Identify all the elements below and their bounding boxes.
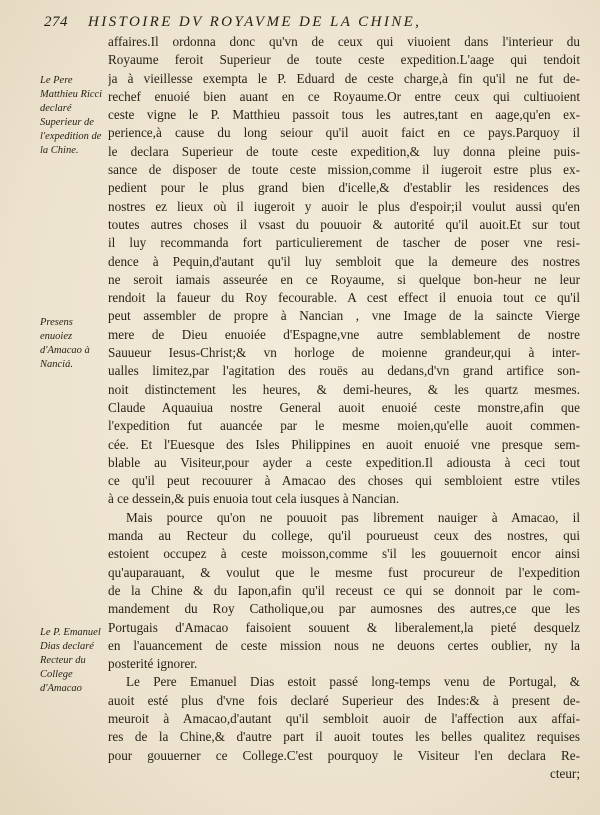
text-line: il luy recommanda fort particulierement de tascher de poser vne resi- [108, 235, 580, 251]
text-line: rechef enuoié bien auant en ce Royaume.Or entre ceux qui cultiuoient [108, 88, 580, 104]
text-line: pedient pour le plus grand bien d'icelle,& d'establir les residences des [108, 180, 580, 196]
text-line: Mais pource qu'on ne pouuoit pas librement nauiger à Amacao, il [126, 509, 580, 525]
text-line: rendoit la faueur du Roy fecourable. A cest effect il enuoia tout ce qu'il [108, 290, 580, 306]
text-line: peut assembler de propre à Nancian , vne Image de la saincte Vierge [108, 308, 580, 324]
body-text [108, 33, 580, 783]
text-line: Sauueur Iesus-Christ;& vn horloge de moienne grandeur,qui à inter- [108, 345, 580, 361]
running-head: HISTOIRE DV ROYAVME DE LA CHINE, [88, 14, 422, 30]
text-line: cée. Et l'Euesque des Isles Philippines en auoit enuoié vne presque sem- [108, 436, 580, 452]
text-line: de la Chine & du Iapon,afin qu'il receust ce qui se donnoit par le com- [108, 582, 580, 598]
text-line: blable au Visiteur,pour ayder a ceste expedition.Il adiousta à ceci tout [108, 454, 580, 470]
text-line: perience,à cause du long seiour qu'il auoit faict en ce pays.Parquoy il [108, 125, 580, 141]
text-line: nostres ez lieux où il iugeroit y auoir le plus d'espoir;il voulut aussi qu'en [108, 198, 580, 214]
page-number: 274 [44, 14, 68, 30]
text-line: le declara Superieur de toute ceste expedition,& luy donna pleine puis- [108, 143, 580, 159]
text-line: à ce dessein,& puis enuoia tout cela iusques à Nancian. [108, 491, 400, 507]
text-line: ualles limitez,par l'agitation des rouës au dedans,d'vn grand artifice son- [108, 363, 580, 379]
text-line: ne seroit iamais asseurée en ce Royaume, si quelque bon-heur ne leur [108, 271, 580, 287]
text-line: estoient occupez à ceste moisson,comme s'il les gouuernoit encor ainsi [108, 546, 580, 562]
text-line: cteur; [549, 765, 580, 781]
text-line: auoit esté plus d'vne fois declaré Superieur des Indes:& à present de- [108, 692, 580, 708]
text-line: dence à Pequin,d'autant qu'il luy sembloit que la demeure des nostres [108, 253, 580, 269]
text-line: mandement du Roy Catholique,ou par aumosnes des autres,ce que les [108, 601, 580, 617]
text-line: l'expedition fut auancée par le mesme moien,qu'elle auoit commen- [108, 418, 580, 434]
text-line: affaires.Il ordonna donc qu'vn de ceux qui viuoient dans l'interieur du [108, 34, 580, 49]
text-line: pour gouuerner ce College.C'est pourquoy le Visiteur l'en declara Re- [108, 747, 580, 763]
text-line: Claude Aquauiua nostre General auoit enuoié ceste monstre,afin que [108, 399, 580, 415]
text-line: sance de disposer de toute ceste mission,comme il iugeroit estre plus ex- [108, 162, 580, 178]
text-line: qu'auparauant, & voulut que le mesme fust procureur de l'expedition [108, 564, 580, 580]
margin-note-dias: Le P. Emanuel Dias declaré Recteur du College d'Amacao [40, 627, 101, 694]
text-line: Le Pere Emanuel Dias estoit passé long-temps venu de Portugal, & [126, 674, 580, 690]
text-line: Royaume feroit Superieur de toute ceste expedition.L'aage qui tendoit [108, 52, 580, 68]
text-line: mere de Dieu enuoiée d'Espagne,vne autre semblablement de nostre [108, 326, 580, 342]
text-line: meuroit à Amacao,d'autant qu'il sembloit auoir de l'affection aux affai- [108, 710, 580, 726]
text-line: toutes autres choses il vsast du pouuoir & autorité qu'il auoit.Et sur tout [108, 216, 580, 232]
text-line: Portugais d'Amacao faisoient souuent & liberalement,la pieté desquelz [108, 619, 580, 635]
text-line: res de la Chine,& d'autre part il auoit toutes les belles qualitez requises [108, 729, 580, 745]
text-line: en l'auancement de ceste mission nous ne deuons certes oublier, ny la [108, 637, 580, 653]
text-line: ce qu'il peut recouurer à Amacao des choses qui sembloient estre vtiles [108, 473, 580, 489]
margin-note-presens: Presens enuoiez d'Amacao à Nanciá. [40, 317, 90, 370]
margin-note-ricci: Le Pere Matthieu Ricci declaré Superieur de l'expedition de la Chine. [40, 75, 103, 156]
text-line: ja à vieillesse exempta le P. Eduard de ceste charge,à fin qu'il ne fut de- [108, 70, 580, 86]
text-line: noit distinctement les heures, & demi-heures, & les quartz mesmes. [108, 381, 580, 397]
text-line: posterité ignorer. [108, 656, 198, 672]
text-line: manda au Recteur du college, qu'il pourueust ceux des nostres, qui [108, 528, 580, 544]
text-line: ceste vigne le P. Matthieu passoit tous les autres,tant en aage,qu'en ex- [108, 107, 580, 123]
